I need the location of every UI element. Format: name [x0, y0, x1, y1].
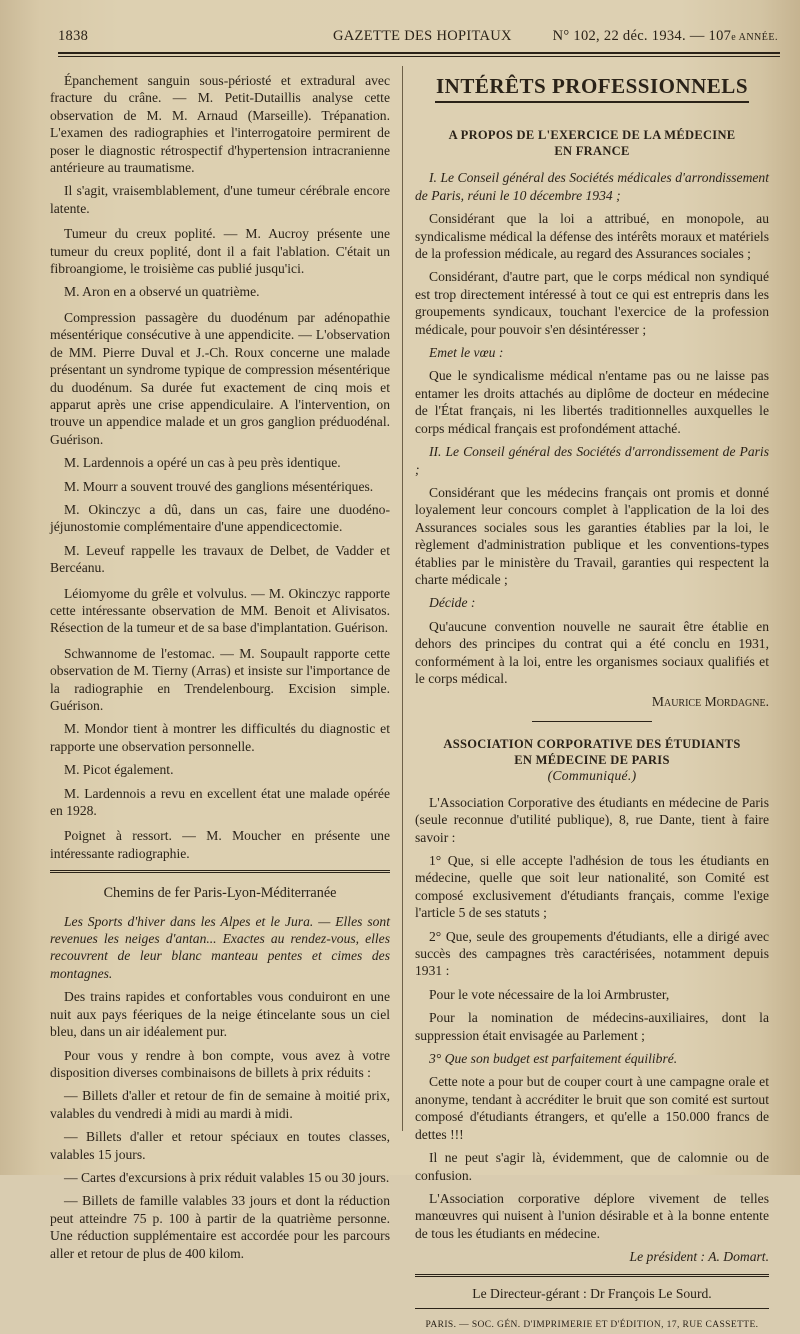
association-paragraph: 2° Que, seule des groupements d'étudiants, elle a dirigé avec succès des campagnes très caractérisées, notamment depuis 1931 :: [415, 928, 769, 979]
article-paragraph: M. Okinczyc a dû, dans un cas, faire une duodéno-jéjunostomie complémentaire d'une appendicectomie.: [50, 501, 390, 535]
article-paragraph: Épanchement sanguin sous-périosté et extradural avec fracture du crâne. — M. Petit-Dutaillis analyse cette observation de M. M. Arnaud (Marseille). Trépanation. L'examen des radiographies et l'interrogatoire permirent de poser le diagnostic rétrospectif d'hypertension intracranienne antérieure au traumatisme.: [50, 73, 390, 176]
signature: Le président : A. Domart.: [629, 1249, 769, 1265]
article-paragraph: M. Lardennois a opéré un cas à peu près identique.: [64, 455, 341, 471]
subheading-association: [415, 736, 769, 784]
railway-paragraph: — Billets d'aller et retour spéciaux en toutes classes, valables 15 jours.: [50, 1129, 390, 1162]
resolution-paragraph: Considérant que la loi a attribué, en monopole, au syndicalisme médical la défense des intérêts moraux et matériels de la profession médicale, au regard des Assurances sociales ;: [415, 211, 769, 262]
resolution-paragraph: I. Le Conseil général des Sociétés médicales d'arrondissement de Paris, réuni le 10 décembre 1934 ;: [415, 170, 769, 203]
article-paragraph: Léiomyome du grêle et volvulus. — M. Okinczyc rapporte cette intéressante observation de MM. Benoit et Alivisatos. Résection de la tumeur et de sa base d'implantation. Guérison.: [50, 585, 390, 636]
article-paragraph: M. Leveuf rappelle les travaux de Delbet, de Vadder et Bercéanu.: [50, 542, 390, 576]
page-number: 1838: [58, 28, 89, 44]
resolution-paragraph: Considérant, d'autre part, que le corps médical non syndiqué est trop directement intéressé à tout ce qui est entrepris dans les groupements syndicaux, touchant l'exercice de la profession médicale, pour pouvoir s'en désintéresser ;: [415, 269, 769, 337]
association-paragraph: Pour la nomination de médecins-auxiliaires, dont la suppression était envisagée au Parlement ;: [415, 1010, 769, 1043]
association-paragraph: L'Association Corporative des étudiants en médecine de Paris (seule reconnue d'utilité publique), 8, rue Dante, tient à faire savoir :: [415, 794, 769, 845]
footer-divider: [415, 1274, 769, 1277]
resolution-paragraph: Qu'aucune convention nouvelle ne saurait être établie en dehors des principes du contrat qui a été conclu en 1931, conformément à la loi, entre les organismes sociaux qualifiés et le corps médical.: [415, 618, 769, 686]
director-line: Le Directeur-gérant : Dr François Le Sourd.: [472, 1285, 712, 1301]
railway-paragraph: Pour vous y rendre à bon compte, vous avez à votre disposition diverses combinaisons de billets à prix réduits :: [50, 1047, 390, 1080]
left-column: [50, 72, 390, 1268]
association-paragraph: 1° Que, si elle accepte l'adhésion de tous les étudiants en médecine, quelle que soit leur nationalité, son Comité est composé exclusivement d'étudiants français, comme l'exige l'article 5 de ses statuts ;: [415, 853, 769, 921]
resolution-paragraph: II. Le Conseil général des Sociétés d'arrondissement de Paris ;: [415, 444, 769, 477]
section-title: INTÉRÊTS PROFESSIONNELS: [435, 74, 748, 98]
subheading-line: ASSOCIATION CORPORATIVE DES ÉTUDIANTS: [443, 736, 741, 751]
column-divider: [402, 66, 403, 1131]
association-paragraph: L'Association corporative déplore vivement de telles manœuvres qui nuisent à l'union désirable et à la bonne entente de tous les étudiants en médecine.: [415, 1190, 769, 1241]
subheading-line: EN MÉDECINE DE PARIS: [514, 752, 670, 767]
railway-paragraph: — Billets de famille valables 33 jours et dont la réduction peut atteindre 75 p. 100 à partir de la quatrième personne. Une réduction supplémentaire est accordée pour les parcours aller et retour de plus de 400 kilom.: [50, 1193, 390, 1261]
issue-number: N° 102, 22 déc. 1934. — 107: [552, 28, 732, 44]
association-paragraph: Il ne peut s'agir là, évidemment, que de calomnie ou de confusion.: [415, 1150, 769, 1183]
article-paragraph: Il s'agit, vraisemblablement, d'une tumeur cérébrale encore latente.: [50, 183, 390, 216]
signature: Maurice Mordagne.: [651, 694, 769, 710]
association-paragraph: Cette note a pour but de couper court à une campagne orale et anonyme, tendant à accréditer le bruit que son comité est surtout composé d'étudiants étrangers, et qu'elle a 150.000 francs de dettes !!!: [415, 1074, 769, 1142]
article-paragraph: Tumeur du creux poplité. — M. Aucroy présente une tumeur du creux poplité, dont il a fait l'ablation. C'était un fibroangiome, le troisième cas publié jusqu'ici.: [50, 226, 390, 277]
publication-title: GAZETTE DES HOPITAUX: [333, 28, 512, 44]
section-divider: [50, 870, 390, 873]
article-paragraph: M. Picot également.: [64, 762, 174, 778]
article-paragraph: M. Lardennois a revu en excellent état une malade opérée en 1928.: [50, 785, 390, 819]
resolution-paragraph: Décide :: [429, 595, 476, 611]
right-column: [415, 72, 769, 1334]
masthead: [58, 28, 778, 52]
issue-suffix: e ANNÉE.: [731, 32, 778, 43]
resolution-paragraph: Considérant que les médecins français ont promis et donné loyalement leur concours complet à l'application de la loi des Assurances sociales sous les garanties établies par la loi, le règlement d'administration publique et les conventions-types établies par le ministère du Travail, garanties qui respectent la charte médicale ;: [415, 484, 769, 587]
association-paragraph: 3° Que son budget est parfaitement équilibré.: [429, 1051, 678, 1067]
article-paragraph: M. Mondor tient à montrer les difficultés du diagnostic et rapporte une observation personnelle.: [50, 721, 390, 754]
association-paragraph: Pour le vote nécessaire de la loi Armbruster,: [429, 986, 670, 1002]
masthead-rule-thin: [58, 56, 780, 57]
article-paragraph: Schwannome de l'estomac. — M. Soupault rapporte cette observation de M. Tierny (Arras) et insiste sur l'importance de la radiographie en Trendelenbourg. Excision simple. Guérison.: [50, 645, 390, 713]
subheading-line: EN FRANCE: [554, 144, 630, 159]
printer-line: PARIS. — SOC. GÉN. D'IMPRIMERIE ET D'ÉDITION, 17, RUE CASSETTE.: [425, 1319, 759, 1330]
article-paragraph: Poignet à ressort. — M. Moucher en présente une intéressante radiographie.: [50, 828, 390, 861]
resolution-paragraph: Emet le vœu :: [429, 345, 504, 361]
article-paragraph: M. Mourr a souvent trouvé des ganglions mésentériques.: [64, 478, 374, 494]
subheading-exercice: [415, 127, 769, 159]
railway-paragraph: Les Sports d'hiver dans les Alpes et le Jura. — Elles sont revenues les neiges d'antan... Exactes au rendez-vous, elles recouvrent de leur blanc manteau pentes et cimes des montagnes.: [50, 913, 390, 981]
short-divider: [532, 721, 652, 722]
subheading-line: A PROPOS DE L'EXERCICE DE LA MÉDECINE: [448, 128, 736, 143]
masthead-rule: [58, 52, 780, 54]
resolution-paragraph: Que le syndicalisme médical n'entame pas ou ne laisse pas entamer les droits attachés au diplôme de docteur en médecine de l'État français, ni les libertés traditionnelles auxquelles le corps médical français est profondément attaché.: [415, 368, 769, 436]
footer-rule: [415, 1308, 769, 1309]
subheading-line: (Communiqué.): [547, 767, 637, 783]
railway-section-title: Chemins de fer Paris-Lyon-Méditerranée: [103, 885, 337, 902]
issue-info: [553, 28, 778, 45]
title-rule: [435, 101, 749, 103]
railway-paragraph: — Billets d'aller et retour de fin de semaine à moitié prix, valables du vendredi à midi au mardi à midi.: [50, 1088, 390, 1121]
railway-paragraph: — Cartes d'excursions à prix réduit valables 15 ou 30 jours.: [64, 1169, 390, 1185]
railway-paragraph: Des trains rapides et confortables vous conduiront en une nuit aux pays féeriques de la neige étincelante sous un ciel bleu, dans un air idéalement pur.: [50, 989, 390, 1040]
article-paragraph: M. Aron en a observé un quatrième.: [64, 284, 260, 300]
article-paragraph: Compression passagère du duodénum par adénopathie mésentérique consécutive à une appendicite. — L'observation de MM. Pierre Duval et J.-Ch. Roux concerne une malade présentant un syndrome typique de compression mésentérique du duodénum. Sa durée fut exactement de cinq mois et apparut après une crise appendiculaire. A l'intervention, on trouve un appendice malade et un gros ganglion préduodénal. Guérison.: [50, 309, 390, 447]
